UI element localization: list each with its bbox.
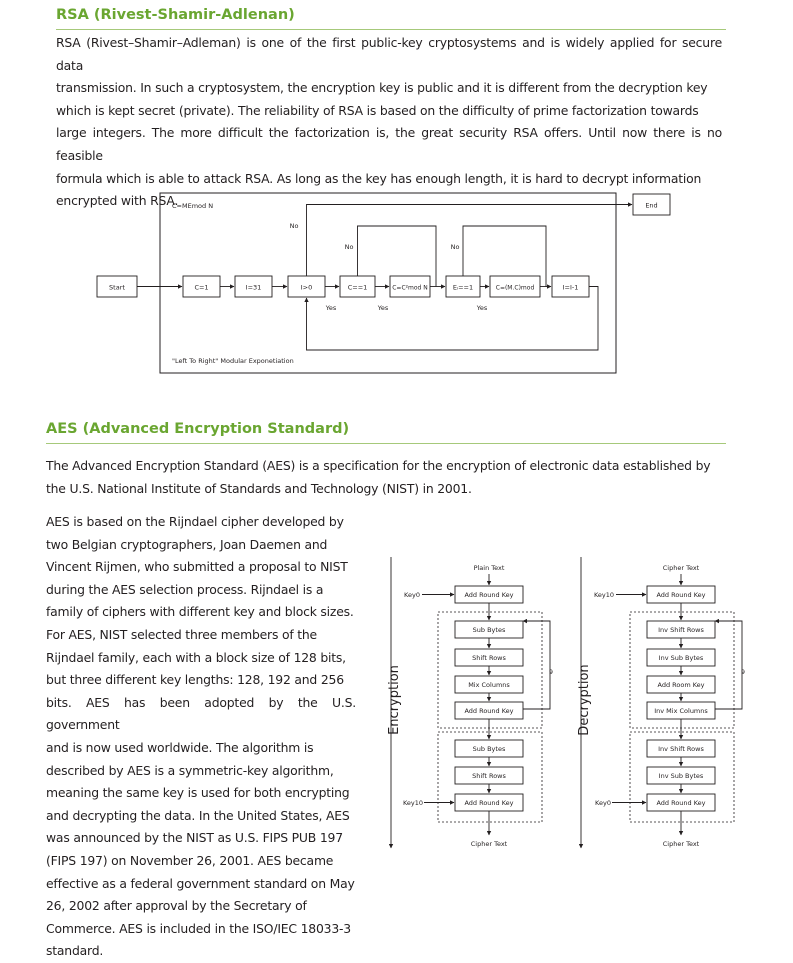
rsa-no-label-exit: No	[289, 222, 299, 230]
rsa-end-label: End	[645, 201, 658, 210]
aes-enc-key-in: Key0	[404, 591, 420, 599]
aes-intro-line: the U.S. National Institute of Standards and Technology (NIST) in 2001.	[46, 480, 472, 496]
rsa-i-init-label: I=31	[245, 283, 262, 292]
aes-enc-final-step: Add Round Key	[464, 799, 514, 807]
aes-decryption-diagram	[577, 557, 745, 848]
rsa-yes-label-c: Yes	[377, 304, 389, 312]
aes-dec-round-step: Add Room Key	[657, 681, 705, 689]
aes-encryption-diagram	[387, 557, 553, 848]
rsa-i-check-label: I>0	[300, 283, 313, 292]
rsa-multiply-label: C=(M.C)mod	[495, 284, 535, 292]
rsa-heading: RSA (Rivest-Shamir-Adlenan)	[56, 7, 295, 23]
rsa-no-label-c: No	[344, 243, 354, 251]
aes-body-line: standard.	[46, 943, 104, 959]
aes-heading: AES (Advanced Encryption Standard)	[46, 421, 350, 437]
aes-dec-key-out: Key0	[595, 799, 611, 807]
rsa-c-init-label: C=1	[194, 283, 209, 292]
aes-dec-final-step: Inv Sub Bytes	[658, 772, 704, 780]
aes-enc-input: Plain Text	[473, 564, 505, 572]
aes-dec-final-step: Inv Shift Rows	[658, 745, 704, 753]
aes-encryption-label: Encryption	[387, 665, 402, 735]
rsa-start-label: Start	[109, 283, 125, 292]
rsa-line: transmission. In such a cryptosystem, the encryption key is public and it is different from the decryption key	[56, 80, 708, 96]
rsa-square-label: C=C²mod N	[392, 284, 428, 292]
aes-body-line: meaning the same key is used for both encrypting	[46, 785, 350, 801]
aes-dec-initial-step: Add Round Key	[656, 591, 706, 599]
aes-enc-round-step: Shift Rows	[472, 654, 506, 662]
aes-body-line: and is now used worldwide. The algorithm is	[46, 739, 314, 755]
aes-enc-key-out: Key10	[402, 799, 424, 807]
aes-body-line: and decrypting the data. In the United States, AES	[46, 807, 350, 823]
aes-enc-initial-step: Add Round Key	[464, 591, 514, 599]
aes-dec-output: Cipher Text	[662, 840, 700, 848]
aes-body-line: but three different key lengths: 128, 192 and 256	[46, 672, 344, 688]
rsa-caption: "Left To Right" Modular Exponetiation	[172, 357, 294, 365]
aes-body-line: (FIPS 197) on November 26, 2001. AES became	[46, 852, 334, 868]
aes-intro-line: The Advanced Encryption Standard (AES) is a specification for the encryption of electronic data established by	[46, 458, 711, 473]
aes-enc-repeat-count: 9	[549, 669, 553, 676]
aes-enc-round-step: Add Round Key	[464, 707, 514, 715]
rsa-bit-check-label: Eᵢ==1	[452, 283, 474, 292]
aes-enc-round-step: Mix Columns	[468, 681, 510, 689]
rsa-line: large integers. The more difficult the factorization is, the great security RSA offers. Until now there is no feasible	[56, 125, 722, 163]
rsa-line: encrypted with RSA.	[56, 193, 179, 209]
rsa-yes-label-i: Yes	[325, 304, 337, 312]
aes-body-line: For AES, NIST selected three members of the	[46, 626, 317, 642]
aes-dec-final-step: Add Round Key	[656, 799, 706, 807]
aes-dec-repeat-count: 9	[741, 669, 745, 676]
aes-enc-final-step: Shift Rows	[472, 772, 506, 780]
aes-body-line: Commerce. AES is included in the ISO/IEC 18033-3	[46, 920, 351, 936]
rsa-yes-label-e: Yes	[476, 304, 488, 312]
aes-body-line: two Belgian cryptographers, Joan Daemen and	[46, 536, 328, 552]
aes-body-line: family of ciphers with different key and block sizes.	[46, 604, 354, 620]
aes-dec-input: Cipher Text	[662, 564, 700, 572]
aes-dec-key-in: Key10	[593, 591, 615, 599]
aes-body-line: 26, 2002 after approval by the Secretary of	[46, 898, 307, 914]
aes-enc-final-step: Sub Bytes	[472, 745, 506, 753]
rsa-line: which is kept secret (private). The reliability of RSA is based on the difficulty of prime factorization towards	[56, 102, 699, 118]
rsa-formula-label: C=MEmod N	[172, 202, 214, 210]
aes-body-line: bits. AES has been adopted by the U.S. government	[46, 694, 356, 733]
aes-body-line: was announced by the NIST as U.S. FIPS PUB 197	[46, 830, 343, 846]
rsa-decrement-label: I=I-1	[562, 283, 579, 292]
aes-decryption-label: Decryption	[577, 664, 592, 736]
aes-body-line: during the AES selection process. Rijndael is a	[46, 581, 324, 597]
aes-body-line: Rijndael family, each with a block size of 128 bits,	[46, 649, 346, 665]
aes-body-line: described by AES is a symmetric-key algorithm,	[46, 762, 334, 778]
rsa-line: RSA (Rivest–Shamir–Adleman) is one of the first public-key cryptosystems and is widely applied for secure data	[56, 35, 722, 73]
rsa-line: formula which is able to attack RSA. As long as the key has enough length, it is hard to decrypt information	[56, 170, 702, 186]
rsa-no-label-e: No	[450, 243, 460, 251]
aes-dec-round-step: Inv Sub Bytes	[658, 654, 704, 662]
aes-body-line: Vincent Rijmen, who submitted a proposal to NIST	[46, 559, 348, 575]
aes-body-line: AES is based on the Rijndael cipher developed by	[46, 514, 344, 529]
aes-enc-output: Cipher Text	[470, 840, 508, 848]
rsa-c-check-label: C==1	[347, 283, 368, 292]
aes-dec-round-step: Inv Shift Rows	[658, 626, 704, 634]
aes-enc-round-step: Sub Bytes	[472, 626, 506, 634]
aes-body-line: effective as a federal government standard on May	[46, 875, 355, 891]
aes-dec-round-step: Inv Mix Columns	[654, 707, 708, 715]
